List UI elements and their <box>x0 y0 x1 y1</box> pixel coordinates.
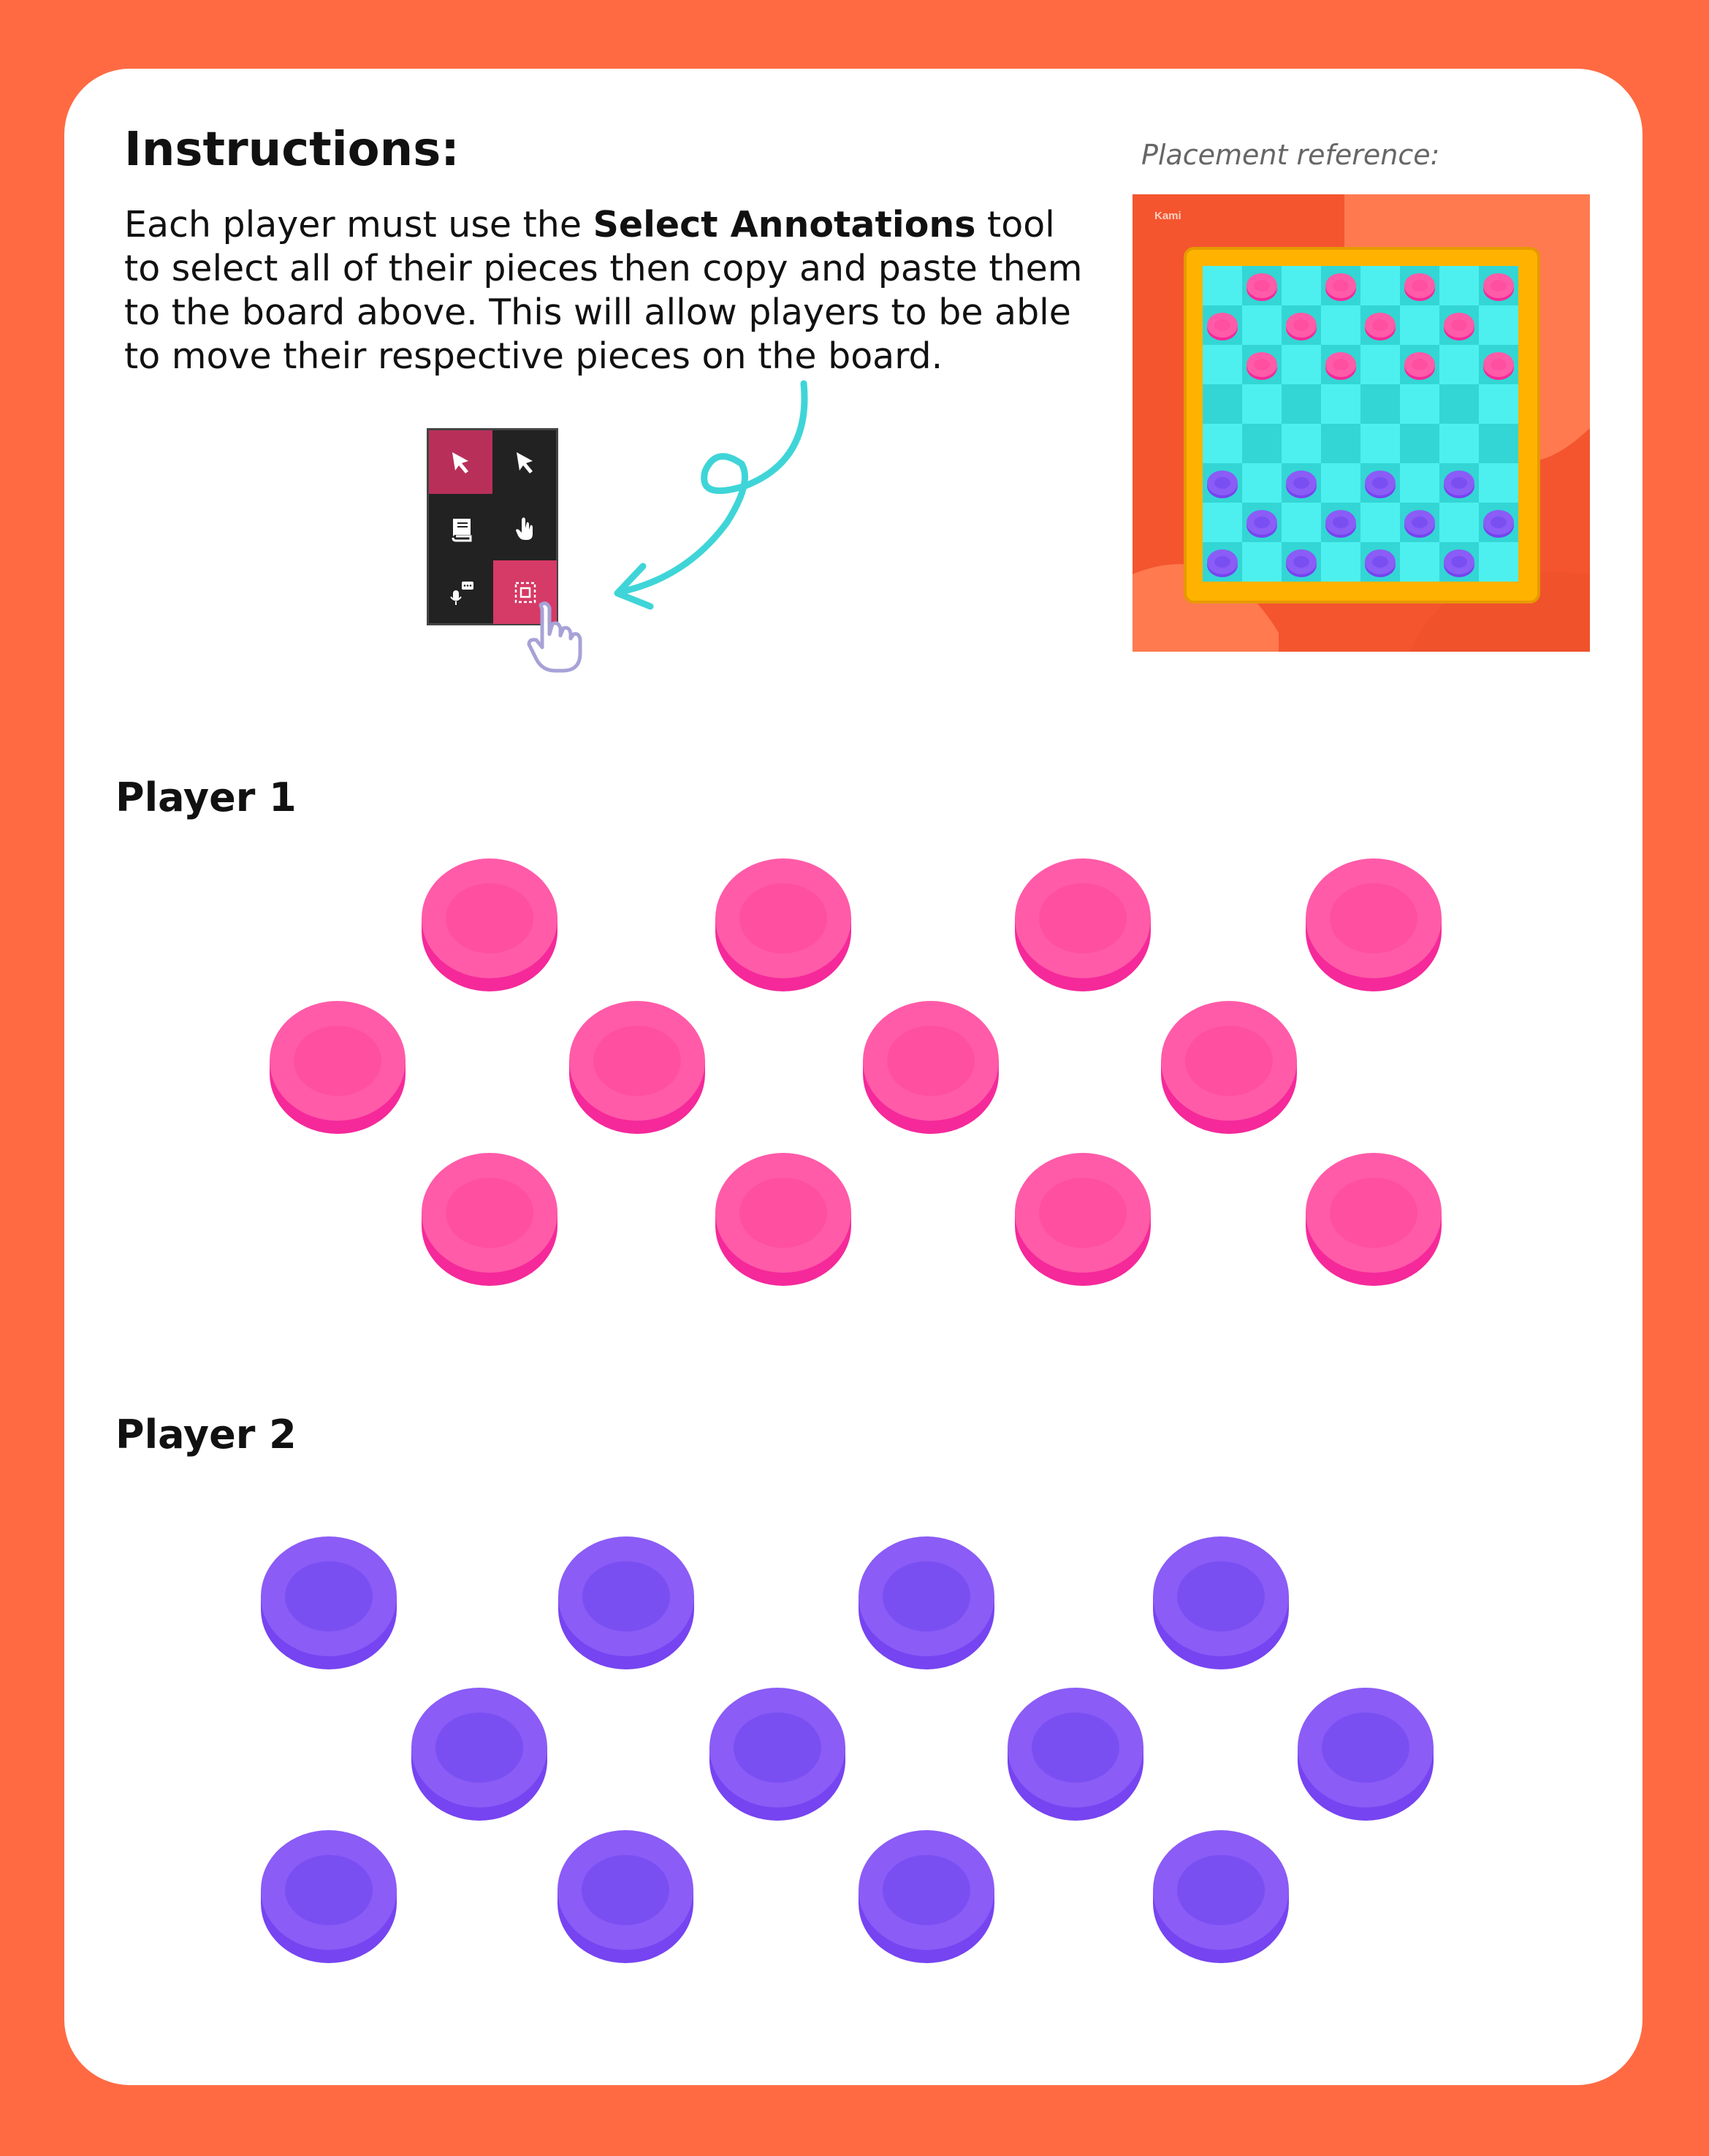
board-piece <box>1404 510 1435 538</box>
board-piece <box>1207 471 1238 498</box>
instructions-text-after: tool to select all of their pieces then copy and paste them to the board above. This will allow players to be able to move their respective pieces on the board. <box>124 204 1083 377</box>
kami-logo: Kami <box>1154 210 1181 222</box>
player-1-piece[interactable] <box>1304 1153 1443 1295</box>
board-square <box>1282 424 1321 463</box>
hand-icon[interactable] <box>493 496 557 560</box>
board-square <box>1360 503 1400 542</box>
board-piece <box>1246 510 1277 538</box>
board-square <box>1360 345 1400 384</box>
board-piece <box>1483 352 1514 380</box>
instructions-title: Instructions: <box>124 123 460 177</box>
instructions-text-before: Each player must use the <box>124 204 593 245</box>
board-square <box>1203 345 1242 384</box>
board-square <box>1242 463 1282 503</box>
board-square <box>1203 503 1242 542</box>
board-piece <box>1207 313 1238 340</box>
board-square <box>1439 384 1479 424</box>
player-2-piece[interactable] <box>708 1688 847 1830</box>
board-piece <box>1207 549 1238 577</box>
board-piece <box>1483 510 1514 538</box>
board-piece <box>1444 313 1474 340</box>
player-2-piece[interactable] <box>1152 1536 1290 1679</box>
select-arrow-icon[interactable] <box>429 430 492 494</box>
board-piece <box>1286 471 1317 498</box>
board-piece <box>1404 352 1435 380</box>
player-1-piece[interactable] <box>420 1153 559 1295</box>
board-square <box>1282 266 1321 305</box>
board-square <box>1321 463 1360 503</box>
board-piece <box>1325 273 1356 301</box>
board-piece <box>1325 510 1356 538</box>
player-2-piece[interactable] <box>556 1830 695 1973</box>
board-square <box>1321 542 1360 582</box>
board-square <box>1321 305 1360 345</box>
board-square <box>1479 305 1518 345</box>
board-square <box>1360 424 1400 463</box>
pointer-arrow-icon[interactable] <box>493 430 557 494</box>
board-square <box>1203 424 1242 463</box>
board-square <box>1282 384 1321 424</box>
player-1-piece[interactable] <box>861 1001 1000 1143</box>
kami-toolbar <box>427 428 558 625</box>
player-1-piece[interactable] <box>420 858 559 1001</box>
board-piece <box>1325 352 1356 380</box>
board-square <box>1400 542 1439 582</box>
board-square <box>1400 384 1439 424</box>
player-1-piece[interactable] <box>1304 858 1443 1001</box>
player-1-piece[interactable] <box>1013 1153 1152 1295</box>
player-2-piece[interactable] <box>259 1536 398 1679</box>
board-piece <box>1444 471 1474 498</box>
board-square <box>1242 384 1282 424</box>
board-piece <box>1286 313 1317 340</box>
board-square <box>1203 384 1242 424</box>
player-1-label: Player 1 <box>115 774 297 820</box>
board-square <box>1203 266 1242 305</box>
board-square <box>1400 305 1439 345</box>
board-square <box>1400 424 1439 463</box>
player-2-piece[interactable] <box>557 1536 696 1679</box>
player-2-piece[interactable] <box>410 1688 549 1830</box>
player-2-piece[interactable] <box>1152 1830 1290 1973</box>
player-1-piece[interactable] <box>714 858 853 1001</box>
player-1-piece[interactable] <box>268 1001 407 1143</box>
board-square <box>1400 463 1439 503</box>
board-square <box>1360 384 1400 424</box>
board-piece <box>1483 273 1514 301</box>
board-piece <box>1246 352 1277 380</box>
book-icon[interactable] <box>429 496 492 560</box>
player-2-piece[interactable] <box>1006 1688 1145 1830</box>
player-1-piece[interactable] <box>568 1001 707 1143</box>
board-piece <box>1365 313 1396 340</box>
board-square <box>1439 503 1479 542</box>
player-1-piece[interactable] <box>1160 1001 1298 1143</box>
placement-reference-image <box>1133 194 1590 652</box>
instructions-text <box>124 203 1096 378</box>
board-square <box>1321 384 1360 424</box>
voice-comment-icon[interactable] <box>429 560 492 624</box>
player-2-piece[interactable] <box>857 1536 996 1679</box>
board-square <box>1439 266 1479 305</box>
board-square <box>1282 503 1321 542</box>
player-1-piece[interactable] <box>714 1153 853 1295</box>
player-2-piece[interactable] <box>259 1830 398 1973</box>
board-piece <box>1444 549 1474 577</box>
curly-arrow-icon <box>599 380 818 614</box>
board-square <box>1282 345 1321 384</box>
player-2-piece[interactable] <box>1296 1688 1435 1830</box>
player-2-piece[interactable] <box>857 1830 996 1973</box>
board-piece <box>1365 549 1396 577</box>
board-square <box>1479 424 1518 463</box>
board-square <box>1439 424 1479 463</box>
board-square <box>1360 266 1400 305</box>
board-square <box>1242 424 1282 463</box>
board-piece <box>1365 471 1396 498</box>
board-square <box>1242 542 1282 582</box>
board-piece <box>1286 549 1317 577</box>
board-square <box>1242 305 1282 345</box>
board-piece <box>1404 273 1435 301</box>
placement-reference-label: Placement reference: <box>1141 139 1440 171</box>
board-square <box>1479 384 1518 424</box>
player-1-piece[interactable] <box>1013 858 1152 1001</box>
board-square <box>1479 542 1518 582</box>
board-piece <box>1246 273 1277 301</box>
board-square <box>1321 424 1360 463</box>
board-square <box>1439 345 1479 384</box>
tool-name: Select Annotations <box>593 204 976 245</box>
hand-cursor-icon <box>520 598 599 677</box>
board-square <box>1479 463 1518 503</box>
player-2-label: Player 2 <box>115 1412 297 1458</box>
